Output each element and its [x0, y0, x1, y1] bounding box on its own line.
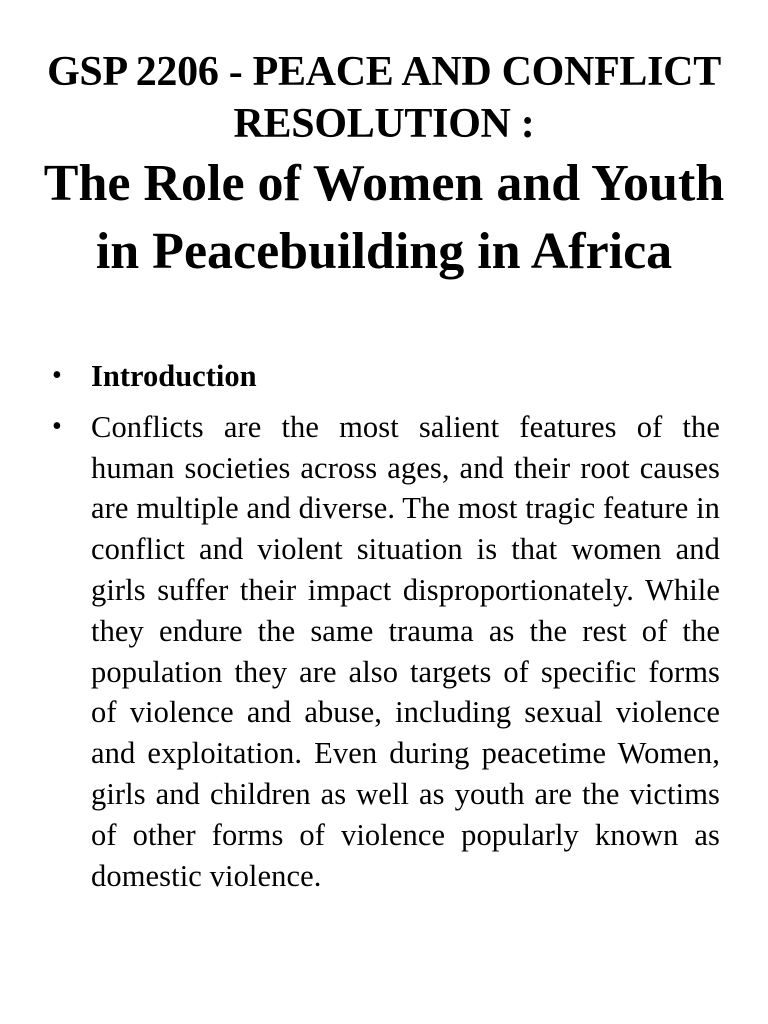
bullet-list: [50, 356, 720, 906]
bullet-item-body: [50, 407, 720, 897]
bullet-paragraph: Conflicts are the most salient features of the human societies across ages, and their root causes are multiple and diverse. The most tragic feature in conflict and violent situation is that women and girls suffer their impact disproportionately. While they endure the same trauma as the rest of the population they are also targets of specific forms of violence and abuse, including sexual violence and exploitation. Even during peacetime Women, girls and children as well as youth are the victims of other forms of violence popularly known as domestic violence.: [91, 409, 720, 893]
bullet-marker: •: [52, 360, 62, 391]
course-title: GSP 2206 - PEACE AND CONFLICT RESOLUTION :: [47, 49, 721, 147]
slide-title: [40, 46, 728, 286]
lecture-title: The Role of Women and Youth in Peacebuilding in Africa: [43, 155, 725, 280]
bullet-marker: •: [52, 410, 62, 442]
bullet-heading: Introduction: [91, 359, 257, 393]
bullet-item-introduction: [50, 356, 720, 397]
